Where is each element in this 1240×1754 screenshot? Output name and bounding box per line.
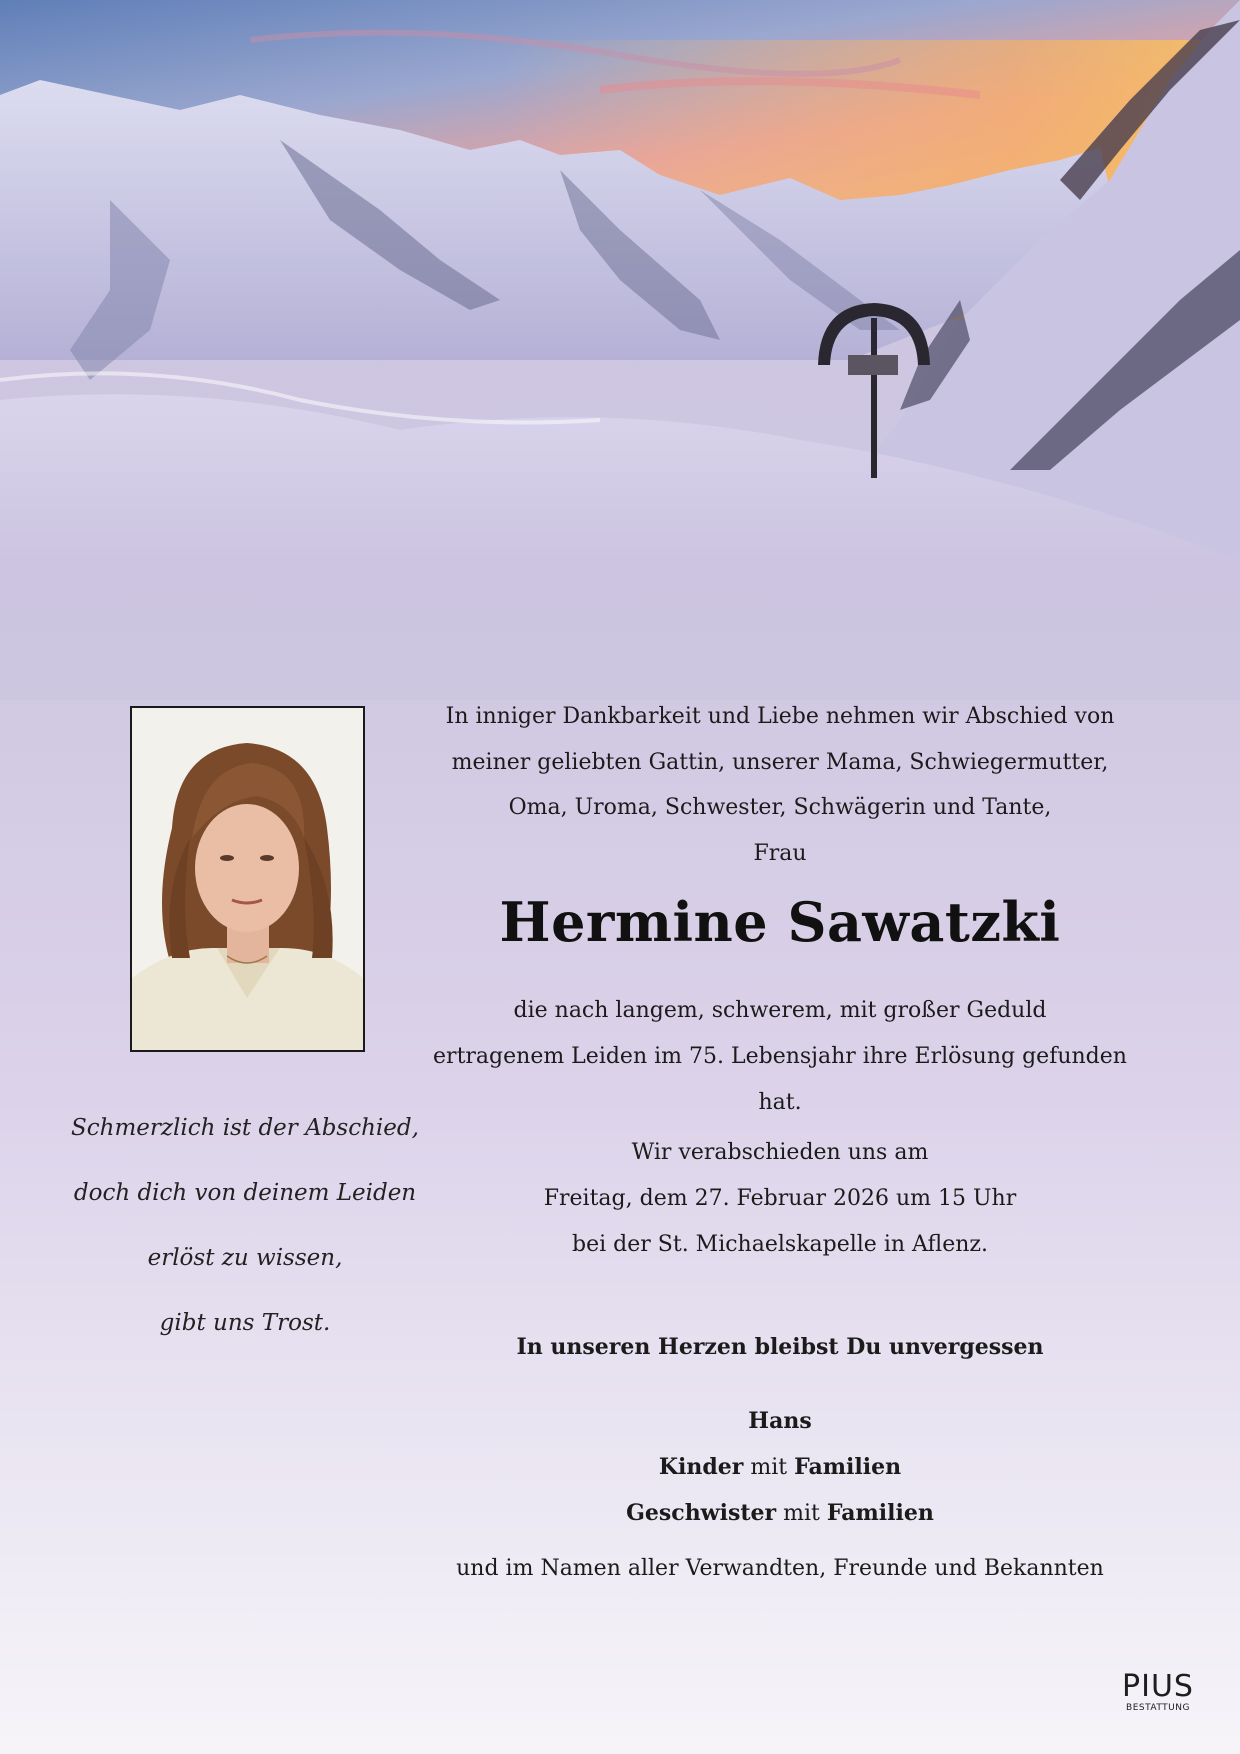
intro-line: Frau bbox=[753, 840, 807, 866]
closing-line: In unseren Herzen bleibst Du unvergessen bbox=[516, 1334, 1044, 1360]
mourner-siblings bbox=[430, 1490, 1130, 1536]
intro-text bbox=[430, 694, 1130, 876]
logo-subtitle: BESTATTUNG bbox=[1126, 1703, 1190, 1713]
poem-line: Schmerzlich ist der Abschied, bbox=[71, 1115, 419, 1141]
service-location: bei der St. Michaelskapelle in Aflenz. bbox=[572, 1232, 988, 1257]
mourners-list bbox=[430, 1398, 1130, 1536]
behalf-line: und im Namen aller Verwandten, Freunde und Bekannten bbox=[456, 1556, 1104, 1581]
mourner-children-with: mit bbox=[743, 1455, 795, 1480]
poem-line: gibt uns Trost. bbox=[159, 1310, 331, 1336]
logo-brand: PIUS bbox=[1122, 1669, 1194, 1704]
service-date: Freitag, dem 27. Februar 2026 um 15 Uhr bbox=[543, 1186, 1017, 1211]
illness-line: ertragenem Leiden im 75. Lebensjahr ihre Erlösung gefunden hat. bbox=[433, 1044, 1127, 1115]
pius-bestattung-logo bbox=[1118, 1669, 1198, 1714]
intro-line: meiner geliebten Gattin, unserer Mama, Schwiegermutter, bbox=[451, 749, 1109, 775]
intro-line: Oma, Uroma, Schwester, Schwägerin und Tante, bbox=[508, 795, 1052, 820]
portrait-photo bbox=[130, 706, 365, 1052]
intro-line: In inniger Dankbarkeit und Liebe nehmen wir Abschied von bbox=[445, 704, 1115, 729]
illness-line: die nach langem, schwerem, mit großer Geduld bbox=[513, 998, 1047, 1023]
mourner-children-label: Kinder bbox=[658, 1454, 744, 1480]
poem-line: doch dich von deinem Leiden bbox=[73, 1180, 417, 1206]
poem-line: erlöst zu wissen, bbox=[147, 1245, 343, 1271]
service-info bbox=[430, 1130, 1130, 1268]
mourner-siblings-label: Geschwister bbox=[626, 1500, 777, 1526]
mourner-spouse: Hans bbox=[748, 1408, 812, 1434]
mourner-siblings-families: Familien bbox=[826, 1500, 934, 1526]
illness-text bbox=[430, 988, 1130, 1115]
mourner-children bbox=[430, 1444, 1130, 1490]
mourner-siblings-with: mit bbox=[776, 1501, 827, 1526]
poem bbox=[40, 1100, 450, 1360]
service-line: Wir verabschieden uns am bbox=[631, 1140, 929, 1165]
mourner-children-families: Familien bbox=[794, 1454, 902, 1480]
deceased-name: Hermine Sawatzki bbox=[499, 890, 1061, 954]
mountain-landscape-image bbox=[0, 0, 1240, 700]
